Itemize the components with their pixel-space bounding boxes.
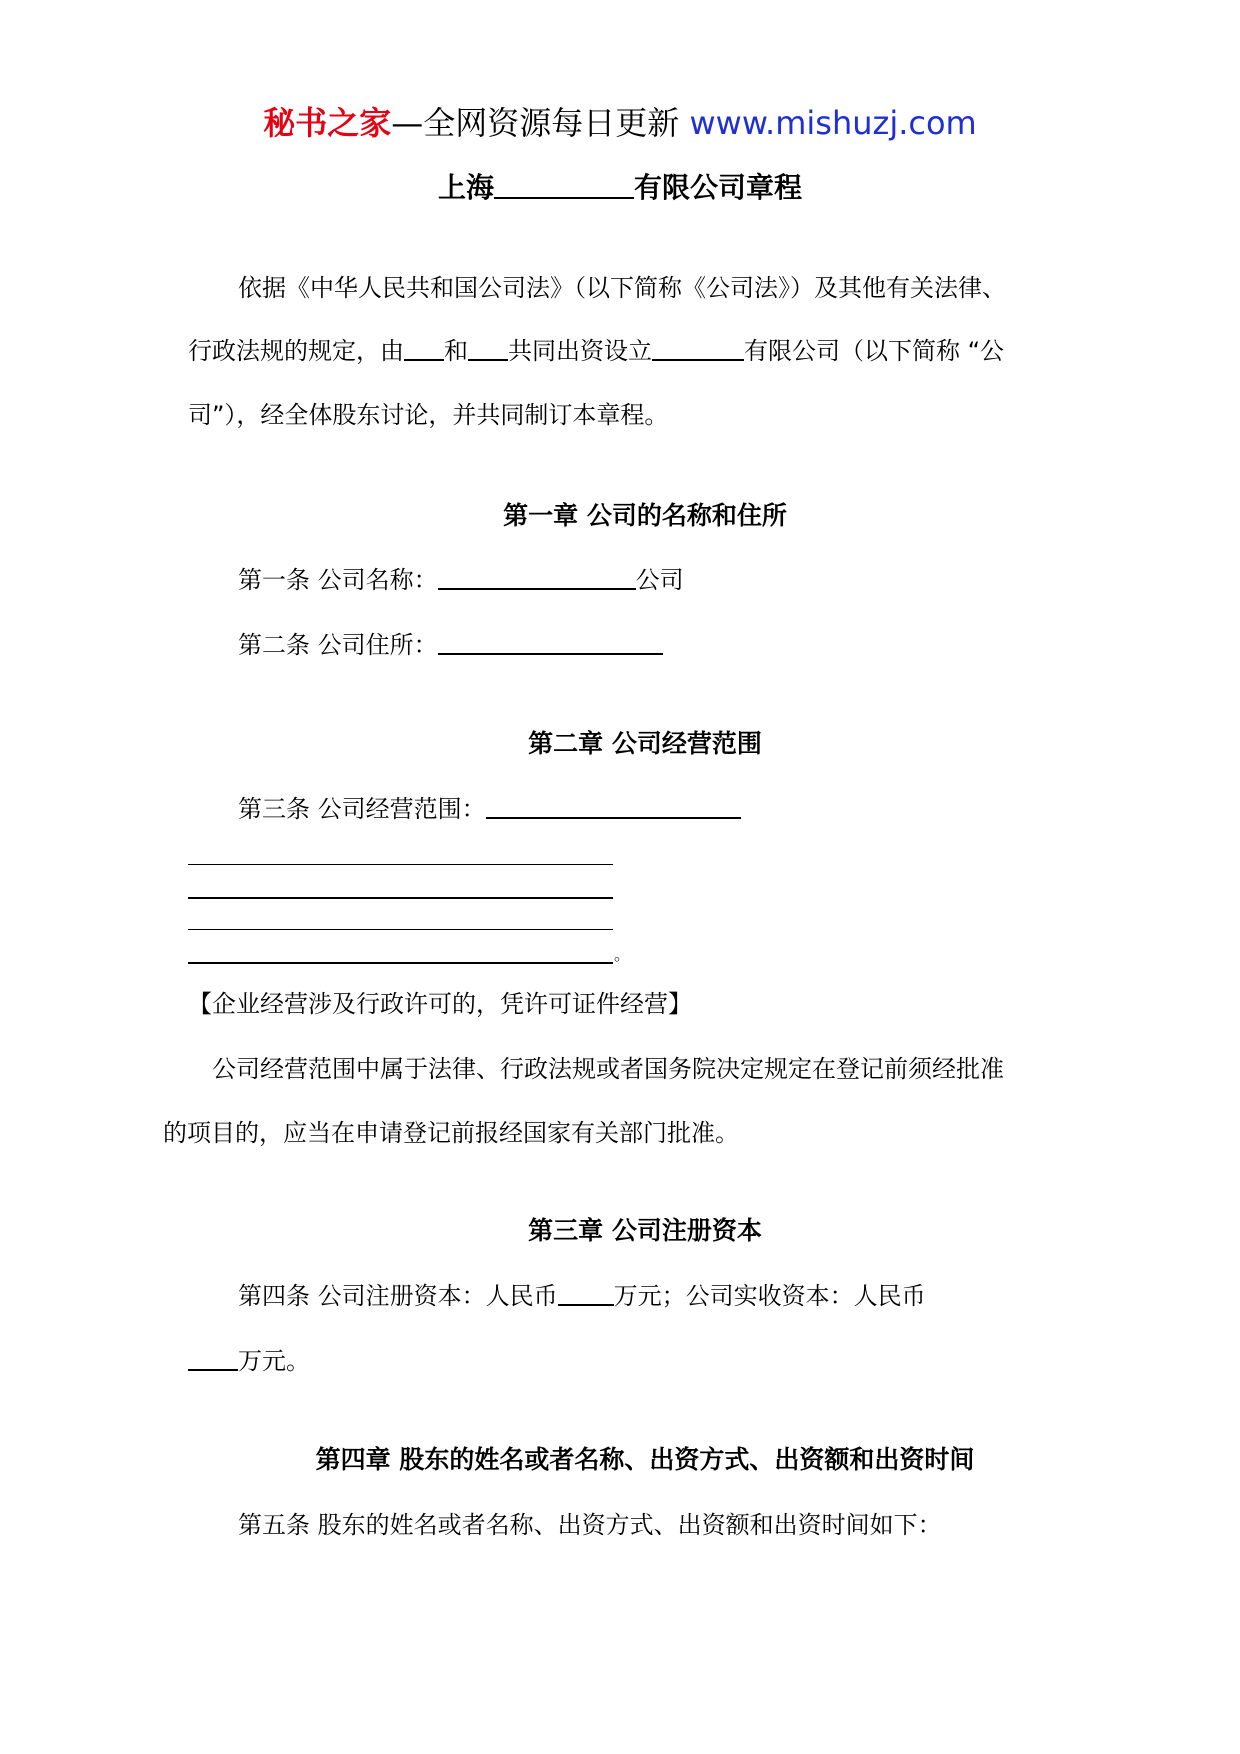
brand-name: 秘书之家 <box>263 104 392 142</box>
site-slogan: —全网资源每日更新 <box>391 104 680 142</box>
article-4-text: 万元。 <box>238 1347 310 1375</box>
business-scope-line <box>188 962 613 964</box>
approval-paragraph-line-2: 的项目的，应当在申请登记前报经国家有关部门批准。 <box>163 1119 739 1147</box>
registered-capital-blank <box>558 1282 614 1306</box>
article-1 <box>238 563 684 597</box>
article-4-text: 第四条 公司注册资本：人民币 <box>238 1282 558 1310</box>
document-title <box>0 168 1240 208</box>
chapter-1-title: 第一章 公司的名称和住所 <box>503 501 787 530</box>
chapter-4-title: 第四章 股东的姓名或者名称、出资方式、出资额和出资时间 <box>315 1445 975 1474</box>
license-note: 【企业经营涉及行政许可的，凭许可证件经营】 <box>188 990 692 1018</box>
article-4-text: 万元；公司实收资本：人民币 <box>613 1282 926 1310</box>
preamble-text: 共同出资设立 <box>508 337 652 365</box>
title-suffix: 有限公司章程 <box>634 171 803 204</box>
preamble-text: 有限公司（以下简称 “公 <box>744 337 1005 365</box>
business-scope-end-mark: 。 <box>614 945 631 964</box>
business-scope-line <box>188 897 613 899</box>
preamble-line-1: 依据《中华人民共和国公司法》（以下简称《公司法》）及其他有关法律、 <box>238 274 1006 302</box>
site-header <box>0 101 1240 145</box>
article-4-continued <box>188 1344 310 1378</box>
preamble-text: 行政法规的规定，由 <box>188 337 404 365</box>
title-prefix: 上海 <box>437 171 494 204</box>
preamble-line-3: 司”），经全体股东讨论，并共同制订本章程。 <box>188 401 669 429</box>
site-url-link[interactable]: www.mishuzj.com <box>689 104 977 142</box>
article-3 <box>238 792 741 826</box>
company-address-blank <box>438 631 663 655</box>
chapter-3-title: 第三章 公司注册资本 <box>528 1216 762 1245</box>
article-1-suffix: 公司 <box>635 566 684 594</box>
business-scope-line <box>188 929 613 930</box>
preamble-line-2 <box>188 334 1004 368</box>
company-name-field-blank <box>438 566 636 590</box>
company-name-blank <box>494 172 634 199</box>
company-blank <box>652 337 744 361</box>
article-2-label: 第二条 公司住所： <box>238 631 438 659</box>
preamble-text: 和 <box>444 337 468 365</box>
chapter-2-title: 第二章 公司经营范围 <box>528 729 762 758</box>
article-3-label: 第三条 公司经营范围： <box>238 795 486 823</box>
business-scope-blank <box>486 795 741 819</box>
business-scope-line <box>188 864 613 865</box>
shareholder-b-blank <box>468 337 508 361</box>
paid-in-capital-blank <box>188 1347 238 1371</box>
shareholder-a-blank <box>404 337 444 361</box>
article-5: 第五条 股东的姓名或者名称、出资方式、出资额和出资时间如下： <box>238 1511 942 1539</box>
article-2 <box>238 628 663 662</box>
article-1-label: 第一条 公司名称： <box>238 566 438 594</box>
approval-paragraph-line-1: 公司经营范围中属于法律、行政法规或者国务院决定规定在登记前须经批准 <box>212 1055 1004 1083</box>
article-4 <box>238 1279 926 1313</box>
